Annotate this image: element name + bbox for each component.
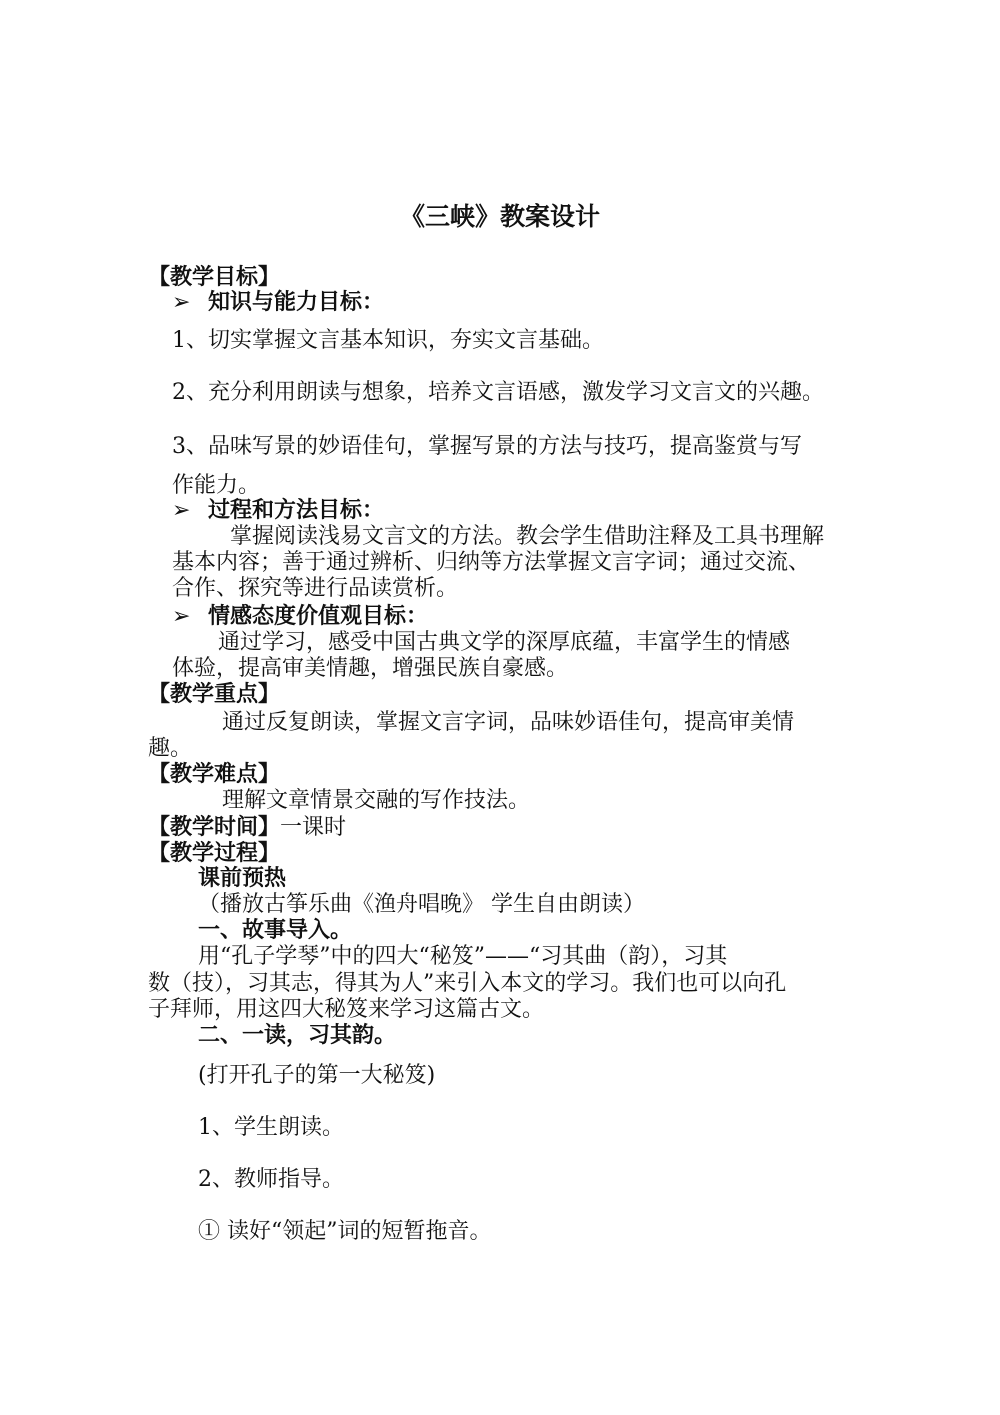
subheading-emotion-label: 情感态度价值观目标： bbox=[208, 604, 429, 629]
step2-line-2: 1、学生朗读。 bbox=[198, 1115, 344, 1140]
teaching-time bbox=[148, 815, 346, 841]
emotion-line-1: 通过学习，感受中国古典文学的深厚底蕴，丰富学生的情感 bbox=[218, 630, 791, 655]
warmup-line: （播放古筝乐曲《渔舟唱晚》 学生自由朗读） bbox=[198, 892, 645, 917]
step1-line-1: 用“孔子学琴”中的四大“秘笈”——“习其曲（韵），习其 bbox=[198, 944, 728, 969]
process-line-2: 基本内容；善于通过辨析、归纳等方法掌握文言字词；通过交流、 bbox=[172, 550, 811, 575]
section-heading-objectives: 【教学目标】 bbox=[148, 265, 281, 290]
subheading-process bbox=[172, 498, 384, 524]
difficulties-line: 理解文章情景交融的写作技法。 bbox=[222, 788, 531, 813]
teaching-time-value: 一课时 bbox=[280, 815, 347, 840]
arrow-bullet-icon: ➢ bbox=[172, 290, 191, 315]
page-title: 《三峡》教案设计 bbox=[399, 202, 600, 231]
knowledge-item-3-cont: 作能力。 bbox=[172, 473, 261, 498]
warmup-heading: 课前预热 bbox=[198, 866, 287, 891]
knowledge-item-3: 3、品味写景的妙语佳句，掌握写景的方法与技巧，提高鉴赏与写 bbox=[172, 434, 802, 459]
step2-line-3: 2、教师指导。 bbox=[198, 1167, 344, 1192]
step1-line-3: 子拜师，用这四大秘笈来学习这篇古文。 bbox=[148, 997, 545, 1022]
subheading-knowledge bbox=[172, 290, 384, 316]
process-line-3: 合作、探究等进行品读赏析。 bbox=[172, 576, 459, 601]
emotion-line-2: 体验，提高审美情趣，增强民族自豪感。 bbox=[172, 656, 569, 681]
section-heading-process: 【教学过程】 bbox=[148, 841, 281, 866]
step2-heading: 二、一读，习其韵。 bbox=[198, 1023, 397, 1048]
step2-line-1: (打开孔子的第一大秘笈) bbox=[198, 1063, 436, 1088]
step1-heading: 一、故事导入。 bbox=[198, 918, 353, 943]
subheading-emotion bbox=[172, 604, 428, 630]
subheading-knowledge-label: 知识与能力目标： bbox=[208, 290, 385, 315]
subheading-process-label: 过程和方法目标： bbox=[208, 498, 385, 523]
step2-line-4: ① 读好“领起”词的短暂拖音。 bbox=[198, 1219, 492, 1244]
knowledge-item-2: 2、充分利用朗读与想象，培养文言语感，激发学习文言文的兴趣。 bbox=[172, 380, 824, 405]
arrow-bullet-icon: ➢ bbox=[172, 604, 191, 629]
section-heading-difficulties: 【教学难点】 bbox=[148, 762, 281, 787]
process-line-1: 掌握阅读浅易文言文的方法。教会学生借助注释及工具书理解 bbox=[230, 524, 825, 549]
arrow-bullet-icon: ➢ bbox=[172, 498, 191, 523]
section-heading-time: 【教学时间】 bbox=[148, 815, 281, 840]
knowledge-item-1: 1、切实掌握文言基本知识，夯实文言基础。 bbox=[172, 328, 604, 353]
section-heading-key-points: 【教学重点】 bbox=[148, 682, 281, 707]
key-points-line-1: 通过反复朗读，掌握文言字词，品味妙语佳句，提高审美情 bbox=[222, 710, 795, 735]
key-points-line-2: 趣。 bbox=[148, 736, 193, 761]
step1-line-2: 数（技），习其志，得其为人”来引入本文的学习。我们也可以向孔 bbox=[148, 971, 787, 996]
